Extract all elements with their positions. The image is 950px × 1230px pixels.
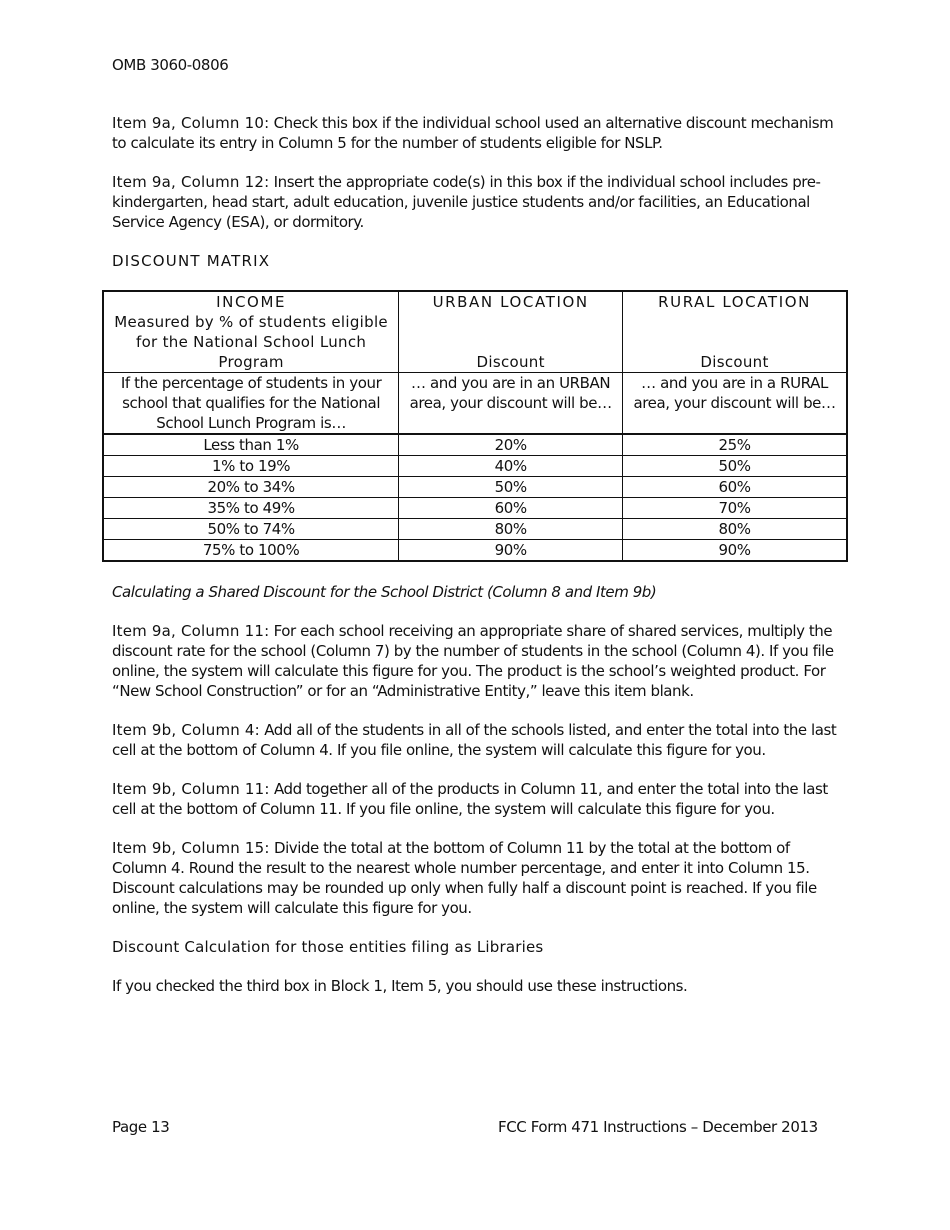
income-cell: 35% to 49% (103, 498, 399, 519)
income-explain: If the percentage of students in your school that qualifies for the National School Lunch Program is… (103, 373, 399, 435)
discount-matrix-title: DISCOUNT MATRIX (112, 252, 271, 270)
item-text: Add together all of the products in Column 11, and enter the total into the last cell at the bottom of Column 11. If you file online, the system will calculate this figure for you. (112, 780, 828, 818)
table-row (103, 519, 847, 540)
paragraph-item9a-col11 (112, 621, 840, 701)
income-cell: Less than 1% (103, 434, 399, 456)
item-label: Item 9b, Column 15: (112, 839, 270, 857)
item-text: Divide the total at the bottom of Column 11 by the total at the bottom of Column 4. Round the result to the nearest whole number percentage, and enter it into Column 15. Discount calculations may be rounded up only when fully half a discount point is reached. If you file online, the system will calculate this figure for you. (112, 839, 817, 917)
income-cell: 1% to 19% (103, 456, 399, 477)
item-label: Item 9a, Column 11: (112, 622, 270, 640)
income-header (103, 291, 399, 373)
item-label: Item 9b, Column 11: (112, 780, 270, 798)
income-title: INCOME (216, 293, 287, 311)
page-number: Page 13 (112, 1118, 170, 1136)
paragraph-item9a-col10 (112, 113, 840, 153)
rural-explain: … and you are in a RURAL area, your discount will be… (623, 373, 847, 435)
table-row (103, 456, 847, 477)
libraries-text: If you checked the third box in Block 1, Item 5, you should use these instructions. (112, 977, 688, 995)
income-cell: 50% to 74% (103, 519, 399, 540)
income-cell: 75% to 100% (103, 540, 399, 562)
urban-cell: 90% (399, 540, 623, 562)
matrix-explain-row (103, 373, 847, 435)
discount-matrix-table (102, 290, 848, 562)
income-subtitle: Measured by % of students eligible for the National School Lunch Program (114, 313, 388, 371)
omb-number: OMB 3060-0806 (112, 56, 229, 74)
urban-subtitle: Discount (476, 353, 545, 371)
page-content (112, 113, 840, 1015)
urban-title: URBAN LOCATION (432, 293, 589, 311)
item-text: Insert the appropriate code(s) in this box if the individual school includes pre-kindergarten, head start, adult education, juvenile justice students and/or facilities, an Educational Service Agency (ESA), or dormitory. (112, 173, 821, 231)
table-row (103, 540, 847, 562)
table-row (103, 477, 847, 498)
rural-subtitle: Discount (700, 353, 769, 371)
table-row (103, 434, 847, 456)
libraries-heading: Discount Calculation for those entities filing as Libraries (112, 938, 544, 956)
paragraph-item9a-col12 (112, 172, 840, 232)
rural-cell: 60% (623, 477, 847, 498)
rural-cell: 25% (623, 434, 847, 456)
urban-cell: 60% (399, 498, 623, 519)
item-text: For each school receiving an appropriate share of shared services, multiply the discount rate for the school (Column 7) by the number of students in the school (Column 4). If you file online, the system will calculate this figure for you. The product is the school’s weighted product. For “New School Construction” or for an “Administrative Entity,” leave this item blank. (112, 622, 834, 700)
rural-cell: 50% (623, 456, 847, 477)
item-text: Add all of the students in all of the schools listed, and enter the total into the last cell at the bottom of Column 4. If you file online, the system will calculate this figure for you. (112, 721, 837, 759)
table-row (103, 498, 847, 519)
paragraph-item9b-col15 (112, 838, 840, 918)
shared-discount-heading: Calculating a Shared Discount for the School District (Column 8 and Item 9b) (112, 583, 657, 601)
item-label: Item 9a, Column 12: (112, 173, 270, 191)
income-cell: 20% to 34% (103, 477, 399, 498)
item-text: Check this box if the individual school used an alternative discount mechanism to calculate its entry in Column 5 for the number of students eligible for NSLP. (112, 114, 834, 152)
paragraph-item9b-col4 (112, 720, 840, 760)
rural-cell: 90% (623, 540, 847, 562)
rural-cell: 70% (623, 498, 847, 519)
item-label: Item 9b, Column 4: (112, 721, 260, 739)
urban-explain: … and you are in an URBAN area, your discount will be… (399, 373, 623, 435)
urban-cell: 50% (399, 477, 623, 498)
matrix-header-row (103, 291, 847, 373)
urban-cell: 40% (399, 456, 623, 477)
urban-cell: 80% (399, 519, 623, 540)
paragraph-item9b-col11 (112, 779, 840, 819)
urban-cell: 20% (399, 434, 623, 456)
rural-cell: 80% (623, 519, 847, 540)
rural-title: RURAL LOCATION (658, 293, 811, 311)
form-title: FCC Form 471 Instructions – December 2013 (498, 1118, 818, 1136)
rural-header (623, 291, 847, 373)
urban-header (399, 291, 623, 373)
item-label: Item 9a, Column 10: (112, 114, 270, 132)
